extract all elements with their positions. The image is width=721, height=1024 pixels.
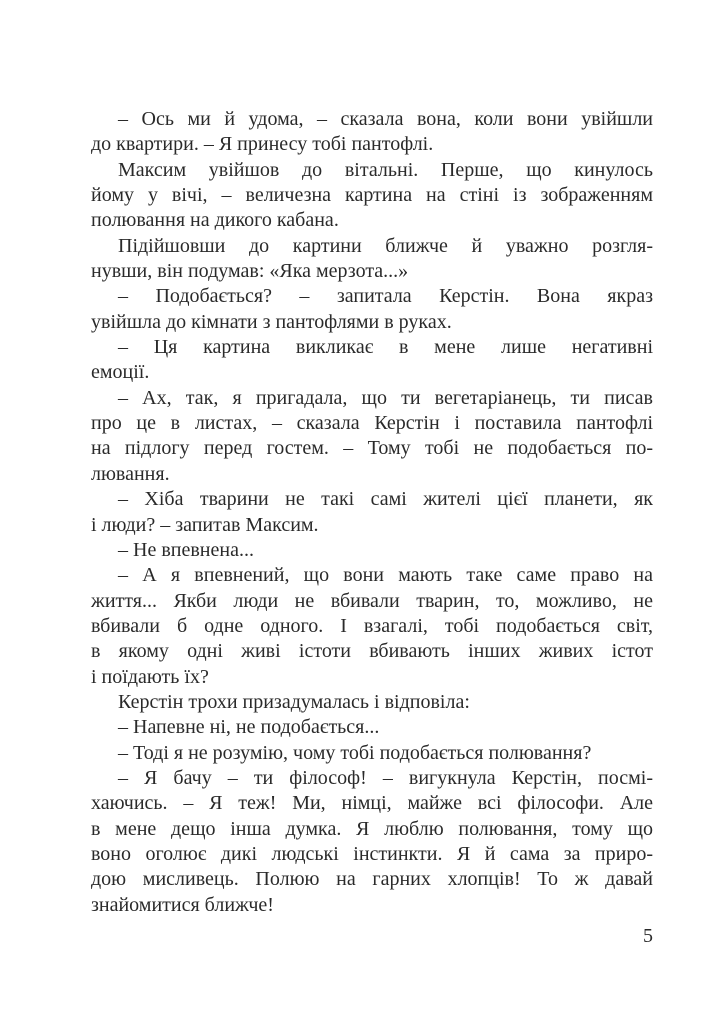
text-line: Керстін трохи призадумалась і відповіла: [118, 690, 470, 713]
paragraph [91, 715, 653, 740]
text-line: воно оголює дикі людські інстинкти. Я й сама за приро- [91, 842, 653, 865]
paragraph [91, 766, 653, 918]
text-line: – Ця картина викликає в мене лише негативні [118, 336, 653, 359]
text-line: в мене дещо інша думка. Я люблю полювання, тому що [91, 817, 653, 840]
text-line: – Хіба тварини не такі самі жителі цієї планети, як [118, 488, 653, 511]
text-line: в якому одні живі істоти вбивають інших живих істот [91, 640, 653, 663]
text-line: життя... Якби люди не вбивали тварин, то, можливо, не [91, 589, 653, 612]
paragraph [91, 563, 653, 690]
text-line: вбивали б одне одного. І взагалі, тобі подобається світ, [91, 614, 653, 637]
text-line: – Ах, так, я пригадала, що ти вегетаріанець, ти писав [118, 386, 653, 409]
paragraph [91, 386, 653, 487]
text-line: – Напевне ні, не подобається... [118, 716, 380, 739]
paragraph [91, 284, 653, 335]
text-line: – Не впевнена... [118, 538, 254, 561]
text-line: і поїдають їх? [91, 665, 209, 688]
text-line: полювання на дикого кабана. [91, 209, 339, 232]
paragraph [91, 107, 653, 158]
text-line: – Тоді я не розумію, чому тобі подобається полювання? [118, 741, 592, 764]
text-line: – Подобається? – запитала Керстін. Вона якраз [118, 285, 653, 308]
page-body-text [91, 107, 653, 918]
text-line: про це в листах, – сказала Керстін і поставила пантофлі [91, 412, 653, 435]
text-line: – Ось ми й удома, – сказала вона, коли вони увійшли [118, 108, 653, 130]
text-line: – Я бачу – ти філософ! – вигукнула Керстін, посмі- [118, 766, 653, 789]
text-line: хаючись. – Я теж! Ми, німці, майже всі філософи. Але [91, 792, 653, 815]
paragraph [91, 690, 653, 715]
paragraph [91, 234, 653, 285]
text-line: увійшла до кімнати з пантофлями в руках. [91, 310, 452, 333]
text-line: дою мисливець. Полюю на гарних хлопців! То ж давай [91, 868, 653, 891]
text-line: – А я впевнений, що вони мають таке саме право на [118, 564, 653, 587]
text-line: до квартири. – Я принесу тобі пантофлі. [91, 133, 434, 156]
page-number: 5 [643, 925, 653, 947]
paragraph [91, 158, 653, 234]
text-line: нувши, він подумав: «Яка мерзота...» [91, 260, 409, 283]
text-line: на підлогу перед гостем. – Тому тобі не подобається по- [91, 437, 653, 460]
text-line: лювання. [91, 462, 170, 485]
paragraph [91, 335, 653, 386]
paragraph [91, 538, 653, 563]
text-line: і люди? – запитав Максим. [91, 513, 319, 536]
paragraph [91, 487, 653, 538]
text-line: йому у вічі, – величезна картина на стіні із зображенням [91, 184, 653, 207]
text-line: Підійшовши до картини ближче й уважно розгля- [118, 234, 653, 257]
text-line: емоції. [91, 361, 150, 384]
text-line: знайомитися ближче! [91, 893, 274, 916]
text-line: Максим увійшов до вітальні. Перше, що кинулось [118, 158, 653, 181]
paragraph [91, 741, 653, 766]
